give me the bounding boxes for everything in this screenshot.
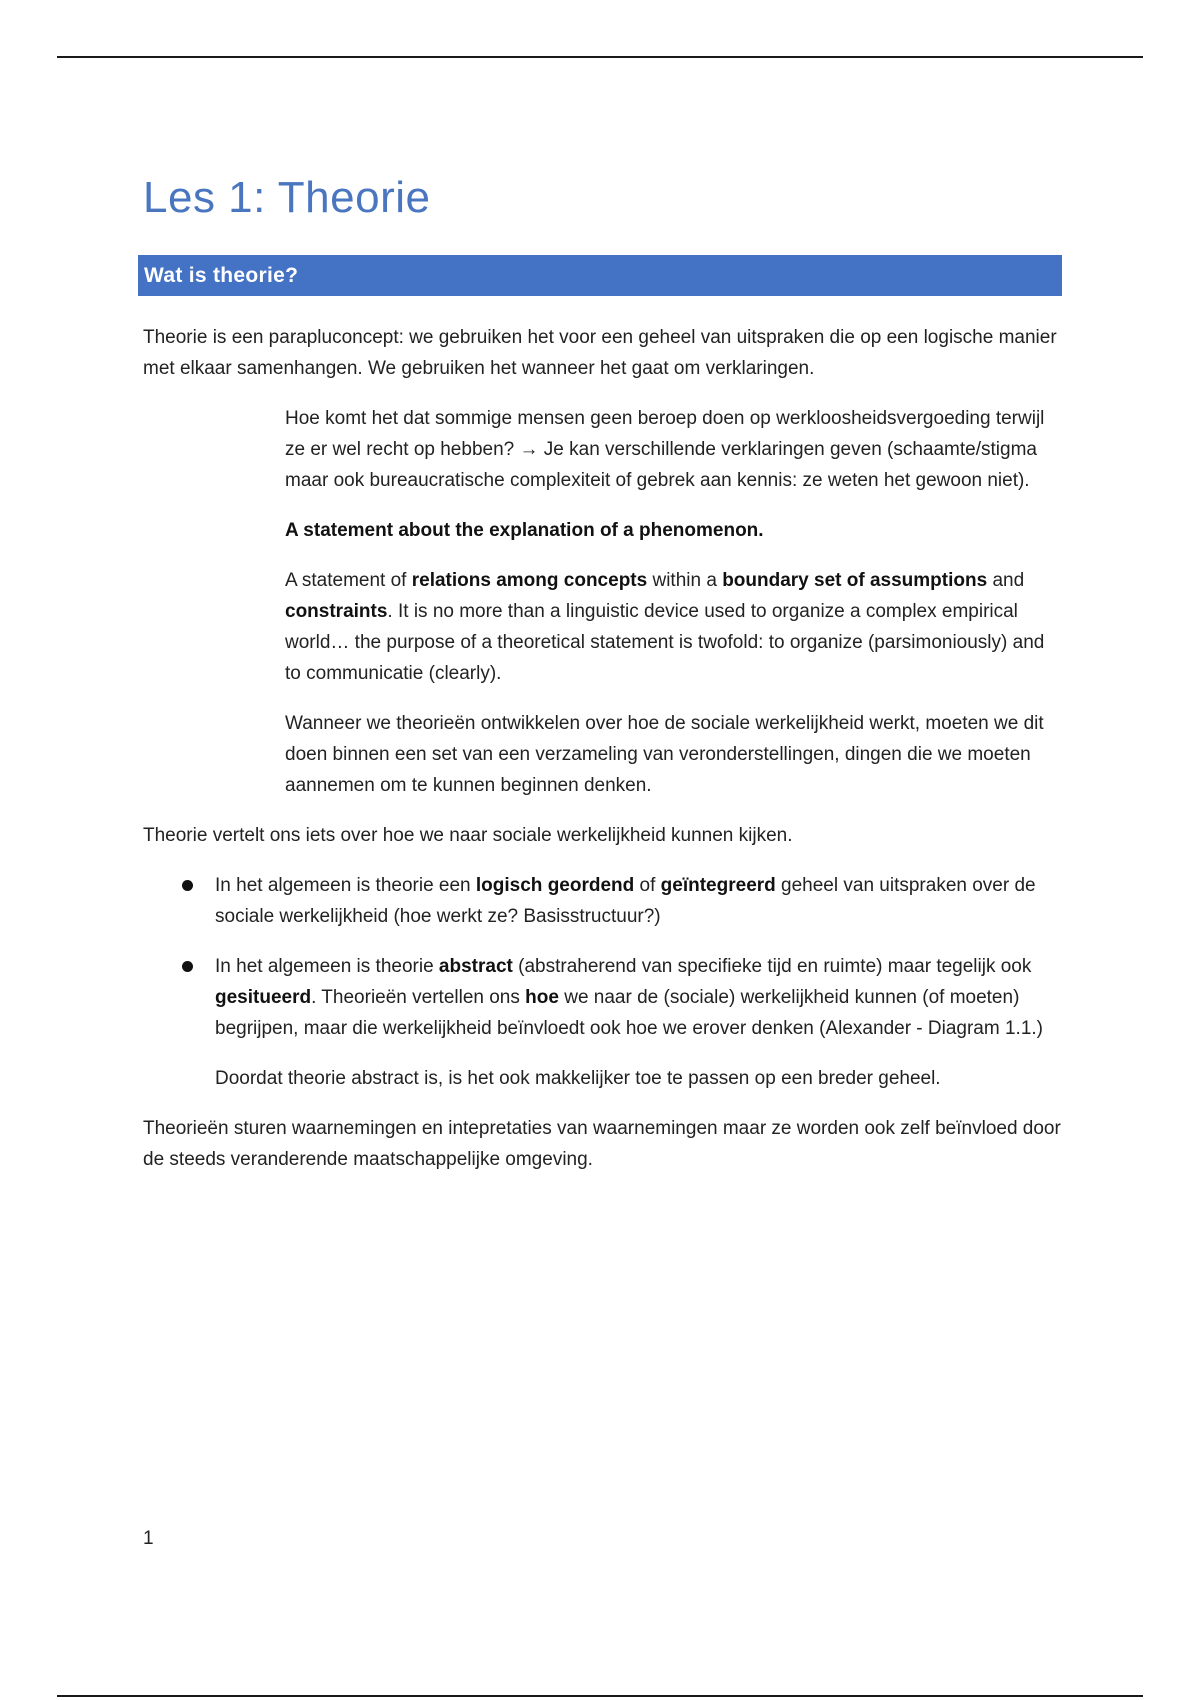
bullet-text: In het algemeen is theorie [215, 956, 439, 977]
header-rule [57, 56, 1143, 58]
definition-paragraph [285, 515, 1063, 546]
definition2-text: A statement of [285, 570, 412, 591]
bullet-list [143, 870, 1063, 1044]
page-title: Les 1: Theorie [143, 173, 431, 222]
definition-bold: A statement about the explanation of a phenomenon. [285, 520, 764, 541]
bullet-bold: logisch geordend [475, 875, 635, 896]
page-number: 1 [143, 1528, 154, 1549]
bullet-icon [182, 880, 193, 891]
bullet-bold: abstract [438, 956, 513, 977]
bullet-icon [182, 961, 193, 972]
definition2-paragraph [285, 565, 1063, 689]
closing-paragraph: Theorieën sturen waarnemingen en intepretaties van waarnemingen maar ze worden ook zelf beïnvloed door de steeds veranderende maatschappelijke omgeving. [143, 1118, 1061, 1170]
example-paragraph [285, 403, 1063, 496]
assumptions-paragraph: Wanneer we theorieën ontwikkelen over hoe de sociale werkelijkheid werkt, moeten we dit doen binnen een set van een verzameling van veronderstellingen, dingen die we moeten aannemen om te kunnen beginnen denken. [285, 713, 1044, 796]
arrow-right-icon: → [519, 439, 539, 460]
bullet-text: . Theorieën vertellen ons [311, 987, 526, 1008]
section-heading-bar [138, 255, 1062, 296]
bullet-bold: geïntegreerd [660, 875, 776, 896]
bullet-text: geheel van uitspraken over de sociale werkelijkheid (hoe werkt ze? Basisstructuur?) [215, 875, 1036, 927]
definition2-bold-assumptions: boundary set of assumptions [722, 570, 988, 591]
bullet-text: (abstraherend van specifieke tijd en ruimte) maar tegelijk ook [512, 956, 1032, 977]
definition2-text: and [987, 570, 1025, 591]
perspective-paragraph: Theorie vertelt ons iets over hoe we naar sociale werkelijkheid kunnen kijken. [143, 825, 793, 846]
definition2-bold-concepts: relations among concepts [411, 570, 648, 591]
footer-rule [57, 1695, 1143, 1697]
definition2-text: . It is no more than a linguistic device used to organize a complex empirical world… the purpose of a theoretical statement is twofold: to organize (parsimoniously) and to communicatie (clearly). [285, 601, 1045, 684]
example-answer: Je kan verschillende verklaringen geven (schaamte/stigma maar ook bureaucratische complexiteit of gebrek aan kennis: ze weten het gewoon niet). [285, 439, 1037, 491]
bullet-bold: gesitueerd [215, 987, 312, 1008]
bullet-text: In het algemeen is theorie een [215, 875, 476, 896]
document-body [143, 322, 1063, 1175]
definition2-bold-constraints: constraints [285, 601, 388, 622]
list-item [143, 951, 1063, 1044]
definition2-text: within a [647, 570, 723, 591]
intro-paragraph: Theorie is een parapluconcept: we gebruiken het voor een geheel van uitspraken die op een logische manier met elkaar samenhangen. We gebruiken het wanneer het gaat om verklaringen. [143, 327, 1057, 379]
bullet-bold: hoe [525, 987, 559, 1008]
section-heading: Wat is theorie? [144, 264, 299, 287]
example-question: Hoe komt het dat sommige mensen geen beroep doen op werkloosheidsvergoeding terwijl ze er wel recht op hebben? [285, 408, 1045, 460]
bullet-text: of [634, 875, 661, 896]
bullet-text: we naar de (sociale) werkelijkheid kunnen (of moeten) begrijpen, maar die werkelijkheid beïnvloedt ook hoe we erover denken (Alexander - Diagram 1.1.) [215, 987, 1044, 1039]
abstract-note: Doordat theorie abstract is, is het ook makkelijker toe te passen op een breder geheel. [215, 1068, 941, 1089]
list-item [143, 870, 1063, 932]
